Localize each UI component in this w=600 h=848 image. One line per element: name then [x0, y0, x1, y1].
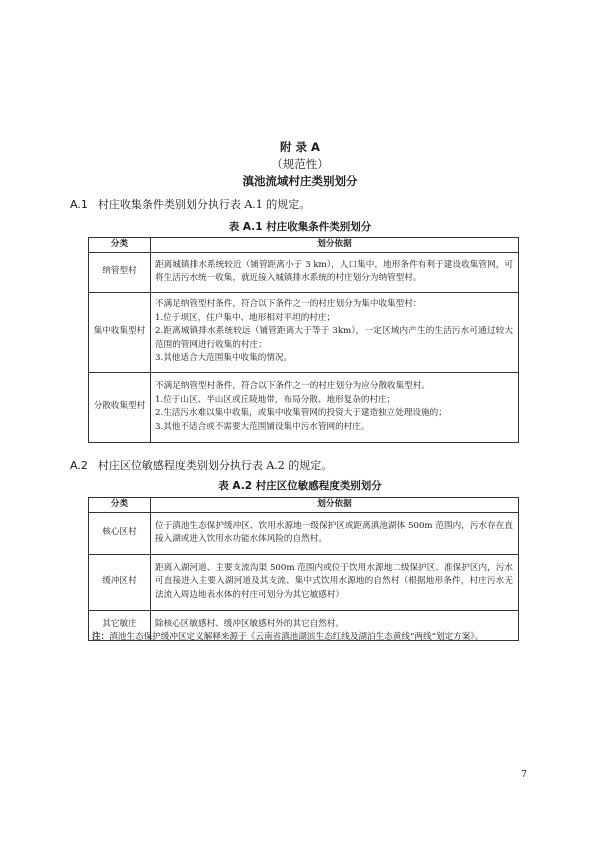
basis-line: 1.位于坝区，住户集中、地形相对平坦的村庄；	[155, 312, 336, 323]
table-header-row	[89, 498, 519, 513]
basis-line: 位于滇池生态保护缓冲区、饮用水源地一级保护区或距离滇池湖体 500m 范围内，污水存在直接入湖或进入饮用水功能水体风险的自然村。	[155, 520, 513, 544]
basis-line: 不满足纳管型村条件，符合以下条件之一的村庄划分为应分散收集型村。	[155, 381, 431, 391]
table-row	[89, 512, 519, 554]
clause-a1-number: A.1	[70, 198, 88, 211]
row-basis	[151, 252, 519, 292]
row-basis	[151, 372, 519, 442]
row-category: 核心区村	[89, 512, 151, 554]
basis-line: 距离入湖河道、主要支流沟渠 500m 范围内或位于饮用水源地二级保护区、准保护区内，污水可直接进入主要入湖河道及其支流、集中式饮用水源地的自然村（根据地形条件，村庄污水无法流入周边地表水体的村庄可划分为其它敏感村）	[155, 562, 513, 600]
clause-a2	[70, 457, 332, 473]
basis-line: 除核心区敏感村、缓冲区敏感村外的其它自然村。	[155, 619, 345, 630]
row-basis	[151, 292, 519, 372]
annex-nature: （规范性）	[271, 157, 329, 171]
table-row	[89, 292, 519, 372]
annex-header	[0, 139, 600, 190]
row-category: 纳管型村	[89, 252, 151, 292]
table-note	[92, 630, 483, 642]
table-row	[89, 372, 519, 442]
clause-a2-number: A.2	[70, 459, 88, 472]
column-header-category: 分类	[89, 498, 151, 513]
row-category: 集中收集型村	[89, 292, 151, 372]
page-number: 7	[521, 769, 528, 780]
column-header-basis: 划分依据	[151, 498, 519, 513]
table-a1-caption: 表 A.1 村庄收集条件类别划分	[228, 221, 372, 233]
row-category: 缓冲区村	[89, 554, 151, 610]
clause-a1-text: 村庄收集条件类别划分执行表 A.1 的规定。	[97, 198, 311, 211]
basis-line: 距离城镇排水系统较近（铺管距离小于 3 km），人口集中，地形条件有利于建设收集管网，可将生活污水统一收集，就近接入城镇排水系统的村庄划分为纳管型村。	[155, 259, 513, 283]
row-basis	[151, 512, 519, 554]
table-header-row	[89, 238, 519, 253]
table-a1	[88, 237, 519, 443]
table-row	[89, 252, 519, 292]
basis-line: 2.生活污水难以集中收集，或集中收集管网的投资大于建造独立处理设施的；	[155, 408, 447, 418]
column-header-category: 分类	[89, 238, 151, 253]
clause-a2-text: 村庄区位敏感程度类别划分执行表 A.2 的规定。	[97, 459, 333, 472]
basis-line: 不满足纳管型村条件，符合以下条件之一的村庄划分为集中收集型村：	[155, 299, 422, 310]
table-a2-caption: 表 A.2 村庄区位敏感程度类别划分	[218, 480, 382, 492]
basis-line: 3.其他不适合或不需要大范围铺设集中污水管网的村庄。	[155, 421, 370, 432]
table-a2	[88, 497, 519, 641]
row-basis	[151, 554, 519, 610]
basis-line: 2.距离城镇排水系统较远（铺管距离大于等于 3km），一定区域内产生的生活污水可通过较大范围的管网进行收集的村庄；	[155, 326, 513, 350]
annex-title: 附 录 A	[280, 140, 320, 154]
clause-a1	[70, 196, 310, 212]
note-text: 滇池生态保护缓冲区定义解释来源于《云南省滇池湖滨生态红线及湖泊生态黄线“两线”划定方案》。	[109, 632, 484, 642]
annex-heading: 滇池流域村庄类别划分	[242, 174, 358, 188]
table-row	[89, 554, 519, 610]
row-category: 其它敏庄	[89, 610, 151, 640]
basis-line: 3.其他适合大范围集中收集的情况。	[155, 353, 293, 364]
row-category: 分散收集型村	[89, 372, 151, 442]
basis-line: 1.位于山区、半山区或丘陵地带，布局分散、地形复杂的村庄；	[155, 394, 396, 405]
column-header-basis: 划分依据	[151, 238, 519, 253]
note-label: 注：	[92, 632, 110, 642]
